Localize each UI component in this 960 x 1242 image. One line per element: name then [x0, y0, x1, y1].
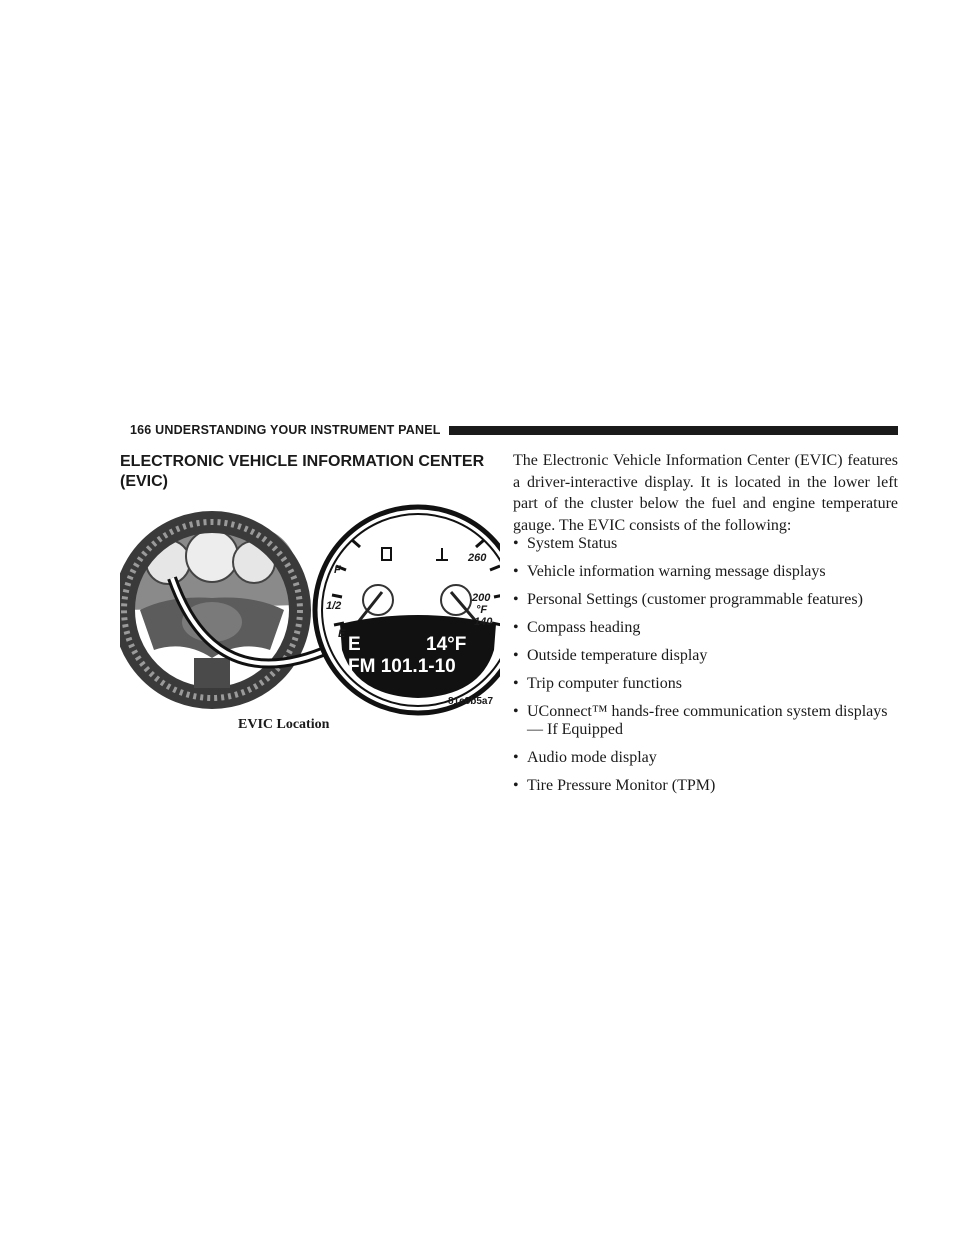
- gauge-label-empty: E: [338, 628, 346, 640]
- page-header-text: 166 UNDERSTANDING YOUR INSTRUMENT PANEL: [130, 423, 441, 437]
- gauge-label-half: 1/2: [326, 600, 342, 612]
- gauge-label-full: F: [334, 564, 341, 576]
- list-item: • Tire Pressure Monitor (TPM): [513, 777, 716, 794]
- bullet-icon: •: [513, 647, 519, 664]
- steering-wheel-illustration: [124, 522, 300, 698]
- gauge-label-260: 260: [468, 552, 487, 564]
- bullet-icon: •: [513, 749, 519, 766]
- section-title: ELECTRONIC VEHICLE INFORMATION CENTER (EVIC): [120, 453, 485, 490]
- bullet-icon: •: [513, 563, 519, 580]
- list-item: • System Status: [513, 535, 618, 552]
- gauge-label-degf: °F: [476, 604, 488, 616]
- evic-location-figure: [120, 500, 500, 740]
- page-header: [130, 420, 898, 440]
- list-item: • Vehicle information warning message displays: [513, 563, 826, 580]
- intro-paragraph: The Electronic Vehicle Information Center (EVIC) features a driver-interactive display. It is located in the lower left part of the cluster below the fuel and engine temperature gauge. The EVIC consists of the following:: [513, 452, 898, 534]
- evic-features-list: [513, 535, 903, 805]
- list-item: • Outside temperature display: [513, 647, 708, 664]
- bullet-icon: •: [513, 703, 519, 720]
- evic-display-radio: FM 101.1-10: [348, 656, 456, 677]
- bullet-icon: •: [513, 619, 519, 636]
- evic-illustration: [120, 500, 500, 740]
- list-item: • Personal Settings (customer programmable features): [513, 591, 863, 608]
- bullet-icon: •: [513, 777, 519, 794]
- bullet-icon: •: [513, 535, 519, 552]
- list-item: • Compass heading: [513, 619, 641, 636]
- evic-display-temperature: 14°F: [426, 634, 467, 655]
- figure-caption: EVIC Location: [238, 717, 330, 732]
- list-item: • Audio mode display: [513, 749, 657, 766]
- gauge-label-140: 140: [474, 616, 493, 628]
- fuel-temperature-gauge: [315, 507, 500, 713]
- header-rule: [449, 426, 898, 435]
- figure-code: 81c8b5a7: [448, 696, 494, 707]
- evic-display-left: E: [348, 634, 361, 655]
- bullet-icon: •: [513, 591, 519, 608]
- bullet-icon: •: [513, 675, 519, 692]
- list-item: • Trip computer functions: [513, 675, 682, 692]
- gauge-label-200: 200: [472, 592, 491, 604]
- list-item: • UConnect™ hands-free communication system displays — If Equipped: [513, 703, 888, 738]
